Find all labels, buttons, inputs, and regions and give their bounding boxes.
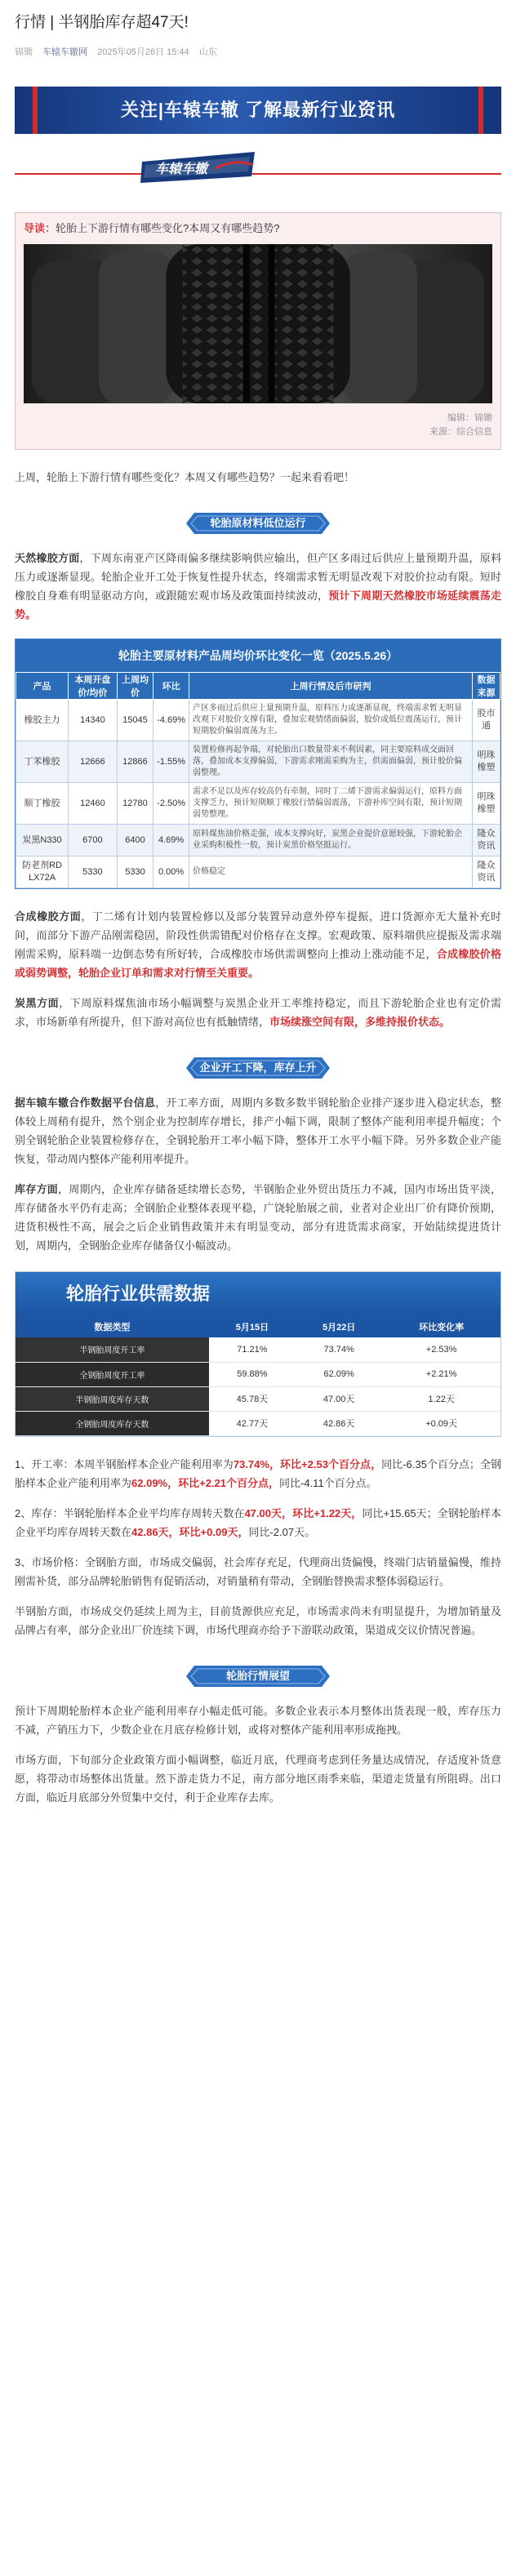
- synthetic-rubber-paragraph: 合成橡胶方面，丁二烯有计划内装置检修以及部分装置异动意外停车提振，进口货源亦无大量补充时间，而部分下游产品刚需稳固，阶段性供需错配对价格存在支撑。宏观政策、原料端供应提振及需求端刚需采购，原料端一边倒态势有所好转，合成橡胶市场供需调整向上推动上涨动能不足，合成橡胶价格或弱势调整，轮胎企业订单和需求对行情至关重要。: [15, 910, 501, 979]
- tire-photo: [24, 244, 492, 403]
- table-cell: 丁苯橡胶: [16, 741, 69, 783]
- table-cell: 6700: [69, 825, 118, 856]
- table-header-cell: 环比: [153, 673, 189, 700]
- header-banner: [15, 72, 501, 209]
- outlook-paragraph-1: 预计下周期轮胎样本企业产能利用率存小幅走低可能。多数企业表示本月整体出货表现一般，库存压力不减，产销压力下，少数企业在月底存检修计划，或将对整体产能利用率形成拖拽。: [15, 1704, 501, 1736]
- table-cell: 半钢胎周度开工率: [16, 1337, 209, 1362]
- tire-image-icon: [24, 244, 492, 403]
- list-item-market-price: 3、市场价格：全钢胎方面，市场成交偏弱，社会库存充足，代理商出货偏慢，终端门店销量偏慢，维持刚需补货，部分品牌轮胎销售有促销活动，对销量稍有带动，全钢胎替换需求整体弱稳运行。: [15, 1555, 501, 1587]
- photo-credit: [24, 412, 492, 439]
- carbon-black-paragraph: 炭黑方面，下周原料煤焦油市场小幅调整与炭黑企业开工率维持稳定，而且下游轮胎企业也有定价需求，市场新单有所提升，但下游对高位也有抵触情绪，市场续涨空间有限，多维持报价状态。: [15, 997, 501, 1028]
- table-row: [16, 856, 500, 888]
- table-cell: 12460: [69, 783, 118, 825]
- list-item-inventory: 2、库存：半钢轮胎样本企业平均库存周转天数在47.00天，环比+1.22天，同比+15.65天；全钢轮胎样本企业平均库存周转天数在42.86天，环比+0.09天，同比-2.07天。: [15, 1506, 502, 1538]
- materials-table-title: 轮胎主要原材料产品周均价环比变化一览（2025.5.26）: [16, 639, 500, 672]
- brand-logo-icon: [137, 140, 260, 193]
- table-header-cell: 数据来源: [472, 673, 500, 700]
- banner-text: 关注|车辕车辙 了解最新行业资讯: [120, 100, 396, 120]
- table-cell: 59.88%: [209, 1362, 296, 1386]
- table-cell: 价格稳定: [189, 856, 473, 888]
- table-cell: -2.50%: [153, 783, 189, 825]
- publish-location: 山东: [198, 47, 217, 57]
- table-cell: 14340: [69, 700, 118, 741]
- table-cell: 12780: [117, 783, 153, 825]
- materials-price-table: [15, 638, 501, 889]
- table-header-cell: 环比变化率: [382, 1316, 500, 1337]
- table-cell: 42.77天: [209, 1411, 296, 1435]
- table-cell: 半钢胎周度库存天数: [16, 1386, 209, 1411]
- table-cell: 6400: [117, 825, 153, 856]
- table-row: [16, 1337, 500, 1362]
- table-row: [16, 783, 500, 825]
- table-cell: 45.78天: [209, 1386, 296, 1411]
- article-meta: [15, 46, 501, 59]
- lead-text: 导读：轮胎上下游行情有哪些变化?本周又有哪些趋势?: [24, 222, 280, 234]
- section-header-outlook: 轮胎行情展望: [185, 1662, 331, 1690]
- table-cell: 产区多雨过后供应上量预期升温，原料压力或逐渐显现，终端需求暂无明显改观下对胶价支撑有限，叠加宏观情绪面偏弱，胶价或低位震荡运行，预计短期胶价偏弱震荡为主。: [189, 700, 473, 741]
- operating-rate-paragraph: 据车辕车辙合作数据平台信息，开工率方面，周期内多数多数半钢轮胎企业排产逐步进入稳定状态，整体较上周稍有提升，然个别企业为控制库存增长，排产小幅下调，限制了整体产能利用率提升幅度；个别全钢轮胎企业装置检修存在，全钢轮胎开工率小幅下降，整体开工水平小幅下降。另外多数企业产能恢复，带动周内整体产能利用率提升。: [15, 1097, 501, 1165]
- table-cell: +2.21%: [382, 1362, 500, 1386]
- outlook-paragraph-2: 市场方面，下旬部分企业政策方面小幅调整，临近月底，代理商考虑到任务量达成情况，存适度补货意愿，将带动市场整体出货量。然下游走货力不足，南方部分地区雨季来临，渠道走货量有所阻碍。出口方面，临近月底部分外贸集中交付，利于企业库存去库。: [15, 1753, 501, 1804]
- intro-paragraph: 上周，轮胎上下游行情有哪些变化？本周又有哪些趋势？一起来看看吧！: [15, 471, 355, 483]
- table-header-cell: 产品: [16, 673, 69, 700]
- list-item-operating: 1、开工率：本周半钢胎样本企业产能利用率为73.74%，环比+2.53个百分点，同比-6.35个百分点；全钢胎样本企业产能利用率为62.09%，环比+2.21个百分点，同比-4.11个百分点。: [15, 1457, 501, 1489]
- table-cell: +0.09天: [382, 1411, 500, 1435]
- table-row: [16, 825, 500, 856]
- table-cell: 42.86天: [296, 1411, 382, 1435]
- table-cell: 需求不足以及库存较高仍有牵制，同时丁二烯下游需求偏弱运行，原料方面支撑乏力，预计短期顺丁橡胶行情偏弱震荡，下游补库空间有限，预计短期弱势整理。: [189, 783, 473, 825]
- author-name: 锦锄: [15, 47, 33, 57]
- table-row: [16, 1411, 500, 1435]
- natural-rubber-paragraph: 天然橡胶方面，下周东南亚产区降雨偏多继续影响供应输出，但产区多雨过后供应上量预期升温，原料压力或逐渐显现。轮胎企业开工处于恢复性提升状态，终端需求暂无明显改观下对胶价拉动有限。短时橡胶自身难有明显驱动方向，或跟随宏观市场及政策面持续波动，预计下周期天然橡胶市场延续震荡走势。: [15, 552, 501, 621]
- publish-datetime: 2025年05月26日 15:44: [97, 47, 189, 57]
- article-title: 行情 | 半钢胎库存超47天!: [15, 14, 189, 31]
- table-cell: 73.74%: [296, 1337, 382, 1362]
- table-cell: -4.69%: [153, 700, 189, 741]
- table-cell: 隆众资讯: [472, 856, 500, 888]
- table-cell: 5330: [69, 856, 118, 888]
- credit-source: 来源：综合信息: [429, 427, 492, 437]
- table-header-cell: 本周开盘价/均价: [69, 673, 118, 700]
- table-header-cell: 数据类型: [16, 1316, 209, 1337]
- credit-editor: 编辑：锦锄: [447, 413, 492, 423]
- intro-card: [15, 212, 501, 450]
- table-cell: 全钢胎周度开工率: [16, 1362, 209, 1386]
- table-cell: 橡胶主力: [16, 700, 69, 741]
- table-header-cell: 5月22日: [296, 1316, 382, 1337]
- table-cell: 71.21%: [209, 1337, 296, 1362]
- table-cell: 12666: [69, 741, 118, 783]
- table-cell: 装置检修再起争端，对轮胎出口数量带来不利因素，同主要原料成交面回落，叠加成本支撑偏弱，下游需求刚需采购为主，供需面偏弱，预计胶价偏弱整理。: [189, 741, 473, 783]
- semi-steel-paragraph: 半钢胎方面，市场成交仍延续上周为主，目前货源供应充足，市场需求尚未有明显提升，为增加销量及品牌占有率，部分企业出厂价连续下调，市场代理商亦给予下游联动政策，渠道成交议价情况普遍。: [15, 1604, 501, 1636]
- table-cell: 防老剂RD LX72A: [16, 856, 69, 888]
- table-cell: 炭黑N330: [16, 825, 69, 856]
- table-row: [16, 1386, 500, 1411]
- table-cell: 47.00天: [296, 1386, 382, 1411]
- section-header-materials: 轮胎原材料低位运行: [185, 509, 331, 537]
- table-cell: 原料煤焦油价格走强，成本支撑向好，炭黑企业提价意愿较强，下游轮胎企业采购积极性一般，预计炭黑价格坚挺运行。: [189, 825, 473, 856]
- table-cell: 12866: [117, 741, 153, 783]
- table-cell: 5330: [117, 856, 153, 888]
- table-cell: -1.55%: [153, 741, 189, 783]
- account-name-link[interactable]: 车辕车辙网: [42, 47, 88, 57]
- materials-table-grid: [16, 672, 500, 888]
- table-row: [16, 741, 500, 783]
- table-cell: 0.00%: [153, 856, 189, 888]
- table-cell: +2.53%: [382, 1337, 500, 1362]
- table-cell: 明珠橡塑: [472, 741, 500, 783]
- table-cell: 62.09%: [296, 1362, 382, 1386]
- table-header-cell: 5月15日: [209, 1316, 296, 1337]
- table-header-cell: 上周均价: [117, 673, 153, 700]
- section-header-operating: 企业开工下降，库存上升: [185, 1054, 331, 1082]
- table-cell: 隆众资讯: [472, 825, 500, 856]
- inventory-paragraph: 库存方面，周期内，企业库存储备延续增长态势，半钢胎企业外贸出货压力不减，国内市场出货平淡，库存储备水平仍有走高；全钢胎企业整体表现平稳，广饶轮胎展之前，业者对企业出厂价有降价预期，进货积极性不高，展会之后企业销售政策并未有明显变动，部分有进货需求商家，开始陆续提进货计划，周期内，全钢胎企业库存储备仅小幅波动。: [15, 1183, 501, 1252]
- table-header-cell: 上周行情及后市研判: [189, 673, 473, 700]
- table-cell: 顺丁橡胶: [16, 783, 69, 825]
- table-cell: 4.69%: [153, 825, 189, 856]
- table-cell: 股市通: [472, 700, 500, 741]
- svg-text:车辕车辙: 车辕车辙: [155, 162, 208, 176]
- table-cell: 明珠橡塑: [472, 783, 500, 825]
- supply-table-title: 轮胎行业供需数据: [16, 1272, 500, 1316]
- supply-demand-table: [15, 1271, 501, 1437]
- table-cell: 1.22天: [382, 1386, 500, 1411]
- table-cell: 15045: [117, 700, 153, 741]
- table-row: [16, 1362, 500, 1386]
- supply-table-grid: [16, 1316, 500, 1436]
- table-row: [16, 700, 500, 741]
- table-cell: 全钢胎周度库存天数: [16, 1411, 209, 1435]
